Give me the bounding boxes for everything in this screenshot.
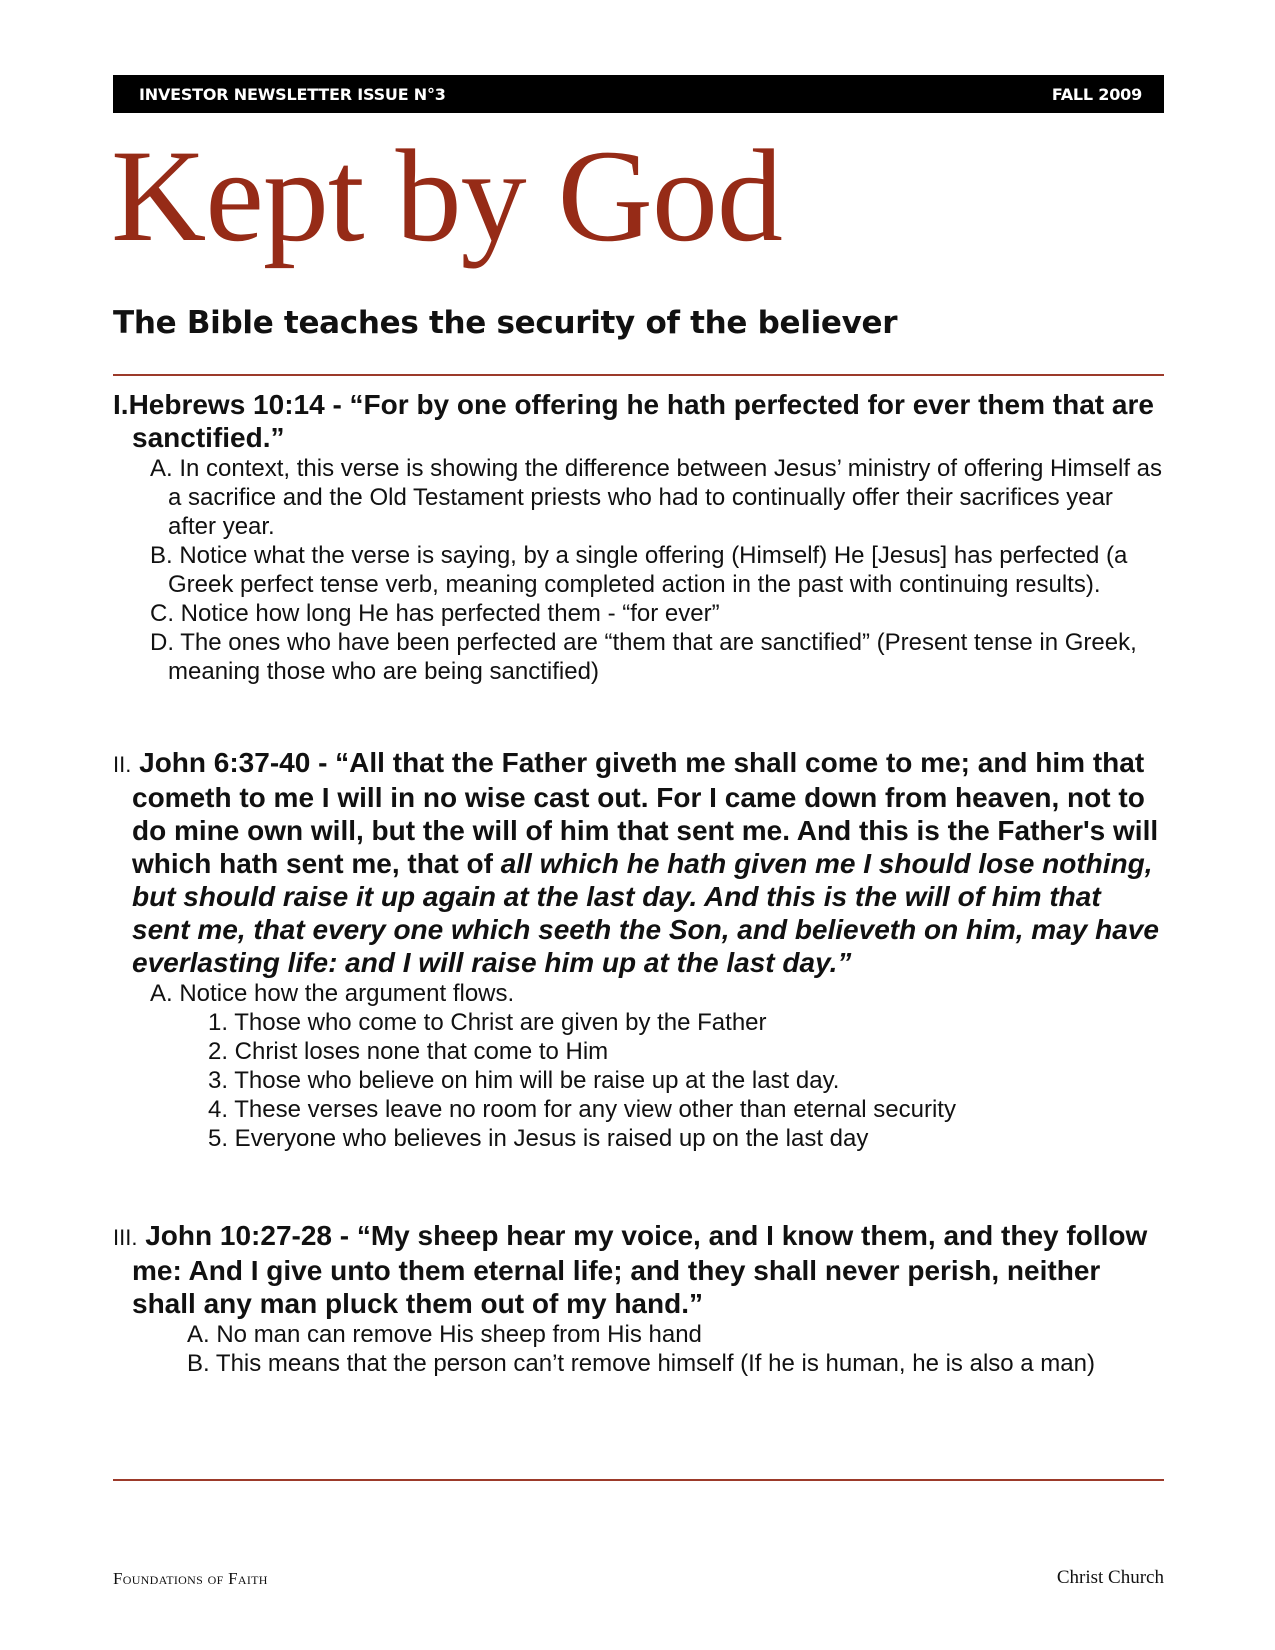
sub-list-item: 1. Those who come to Christ are given by the Father <box>208 1009 767 1036</box>
sub-list-item: 2. Christ loses none that come to Him <box>208 1038 609 1065</box>
footer-publication: Foundations of Faith <box>113 1569 268 1588</box>
sub-list-item: 5. Everyone who believes in Jesus is raised up on the last day <box>208 1125 869 1152</box>
section-number: II. <box>113 752 132 777</box>
sub-list-item: 4. These verses leave no room for any view other than eternal security <box>208 1096 956 1123</box>
list-item: A. In context, this verse is showing the difference between Jesus’ ministry of offering Himself as a sacrifice and the Old Testament priests who had to continually offer their sacrifices year after year. <box>150 455 1163 540</box>
section-heading <box>113 388 1164 454</box>
season-label: FALL 2009 <box>1051 84 1142 104</box>
section-2 <box>113 746 1164 1153</box>
section-heading-italic-text: all which he hath given me I should lose nothing, but should raise it up again at the last day. And this is the will of him that sent me, that every one which seeth the Son, and believeth on him, may have everlasting life: and I will raise him up at the last day.” <box>132 848 1159 978</box>
section-number: I. <box>113 389 129 420</box>
newsletter-header-bar <box>113 75 1164 113</box>
list-item: B. Notice what the verse is saying, by a single offering (Himself) He [Jesus] has perfected (a Greek perfect tense verb, meaning completed action in the past with continuing results). <box>150 542 1128 598</box>
section-1 <box>113 388 1164 686</box>
bottom-divider <box>113 1479 1164 1481</box>
section-3 <box>113 1219 1164 1378</box>
issue-label: INVESTOR NEWSLETTER ISSUE N°3 <box>139 84 446 104</box>
sub-list-item: 3. Those who believe on him will be raise up at the last day. <box>208 1067 840 1094</box>
section-heading <box>113 746 1164 979</box>
footer-church: Christ Church <box>1056 1567 1164 1588</box>
list-item: A. No man can remove His sheep from His hand <box>187 1321 702 1348</box>
section-heading <box>113 1219 1164 1320</box>
section-heading-text: John 6:37-40 - “All that the Father giveth me shall come to me; and him that cometh to me I will in no wise cast out. For I came down from heaven, not to do mine own will, but the will of him that sent me. And this is the Father's will which hath sent me, that of <box>132 747 1159 879</box>
list-item: A. Notice how the argument flows. <box>150 980 515 1007</box>
list-item: C. Notice how long He has perfected them - “for ever” <box>150 600 720 627</box>
page-title: Kept by God <box>111 122 782 269</box>
section-heading-text: Hebrews 10:14 - “For by one offering he hath perfected for ever them that are sanctified.” <box>128 389 1154 453</box>
top-divider <box>113 374 1164 376</box>
section-heading-text: John 10:27-28 - “My sheep hear my voice, and I know them, and they follow me: And I give unto them eternal life; and they shall never perish, neither shall any man pluck them out of my hand.” <box>132 1220 1148 1319</box>
page-subtitle: The Bible teaches the security of the believer <box>113 305 898 341</box>
section-number: III. <box>113 1225 138 1250</box>
list-item: D. The ones who have been perfected are “them that are sanctified” (Present tense in Greek, meaning those who are being sanctified) <box>150 629 1137 685</box>
list-item: B. This means that the person can’t remove himself (If he is human, he is also a man) <box>187 1350 1095 1377</box>
